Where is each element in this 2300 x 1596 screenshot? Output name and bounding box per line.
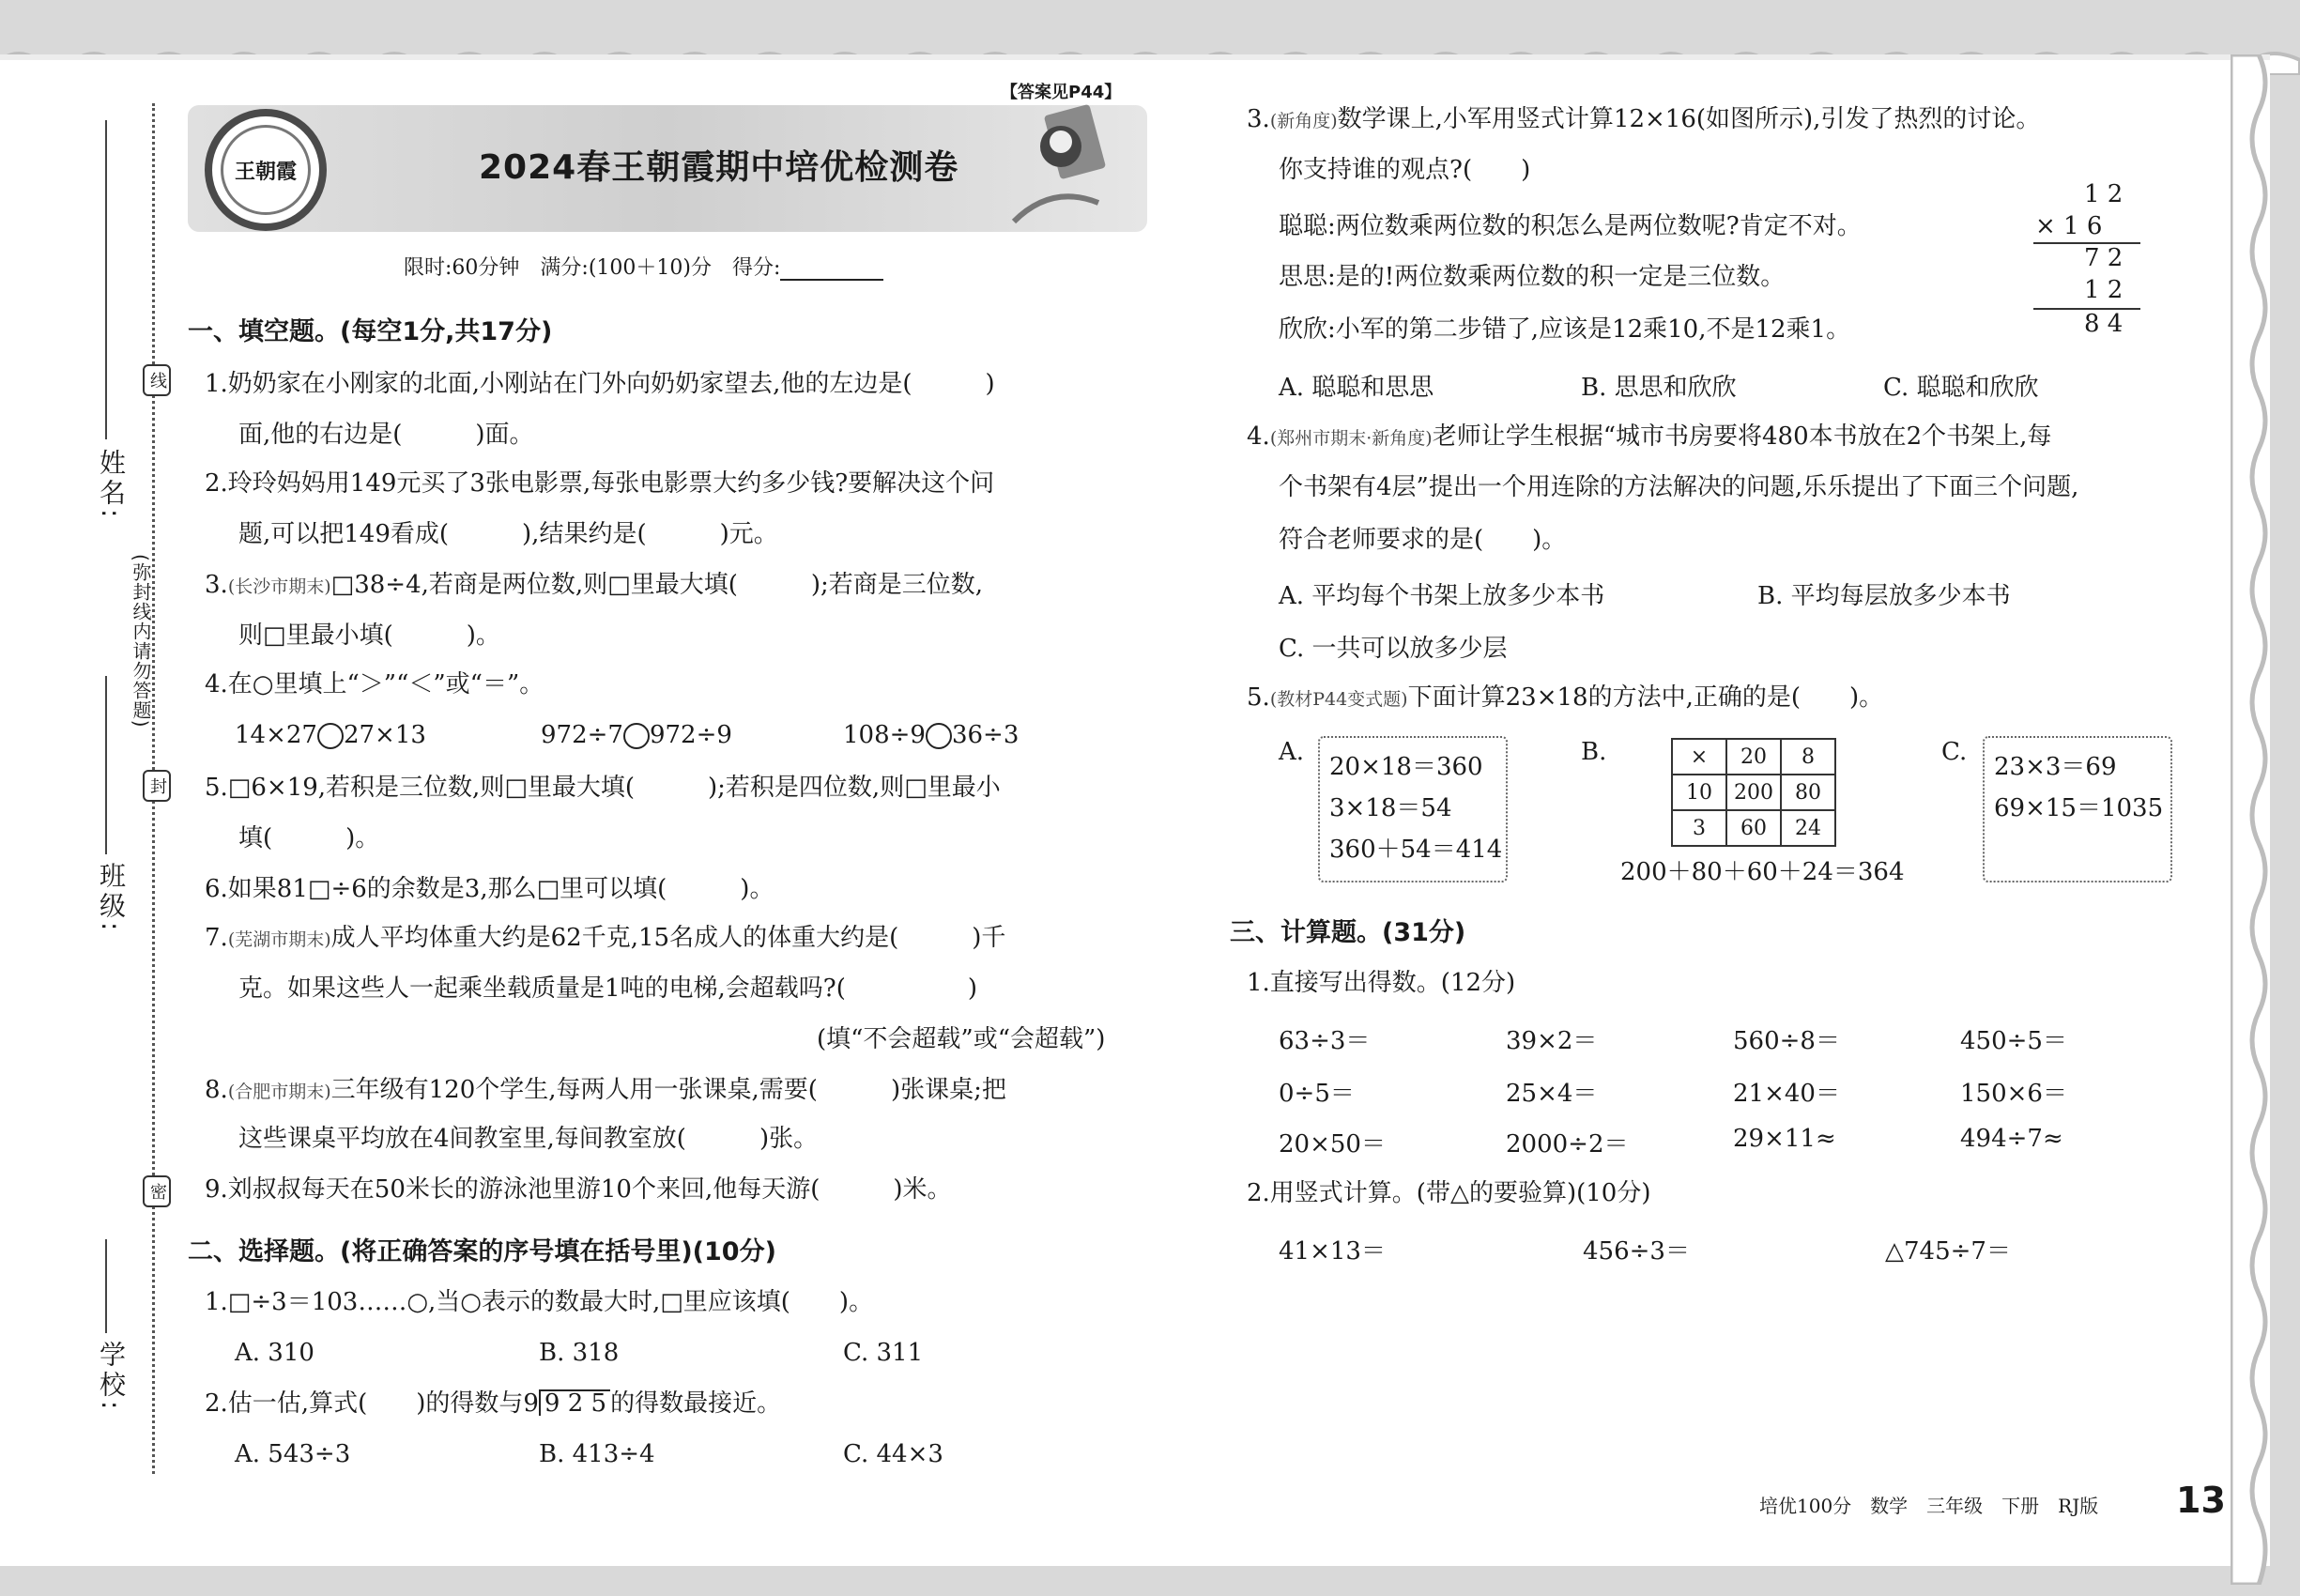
compare-circle [623, 723, 650, 749]
choice-q5-line1 [1247, 685, 1883, 710]
method-c-box [1983, 736, 2172, 882]
method-c-line-1: 23×3＝69 [1994, 753, 2117, 781]
vertical-row-2: × 1 6 [2035, 212, 2103, 240]
method-a-line-1: 20×18＝360 [1329, 753, 1483, 781]
school-blank-line [105, 1239, 107, 1333]
fill-q8-line1 [205, 1078, 1006, 1102]
vertical-row-5: 8 4 [2084, 310, 2124, 338]
choice-q3-option-a: A. 聪聪和思思 [1279, 374, 1434, 402]
choice-q4-option-a: A. 平均每个书架上放多少本书 [1279, 582, 1605, 610]
page-number: 13 [2176, 1480, 2226, 1521]
choice-q4-text: 老师让学生根据“城市书房要将480本书放在2个书架上,每 [1432, 422, 2052, 451]
vertical-row-3: 7 2 [2084, 244, 2124, 272]
grid-cell: 3 [1672, 810, 1726, 846]
long-division-radical: 9 2 5 [539, 1389, 610, 1416]
fill-q7-line2: 克。如果这些人一起乘坐载质量是1吨的电梯,会超载吗?( ) [238, 974, 978, 1003]
choice-q1-option-b: B. 318 [539, 1339, 620, 1367]
class-blank-line [105, 676, 107, 854]
choice-q4-source: (郑州市期末·新角度) [1269, 428, 1433, 449]
choice-q3-number: 3. [1247, 105, 1270, 133]
compare-circle [926, 723, 952, 749]
fill-q7-source: (芜湖市期末) [227, 929, 331, 950]
choice-q5-source: (教材P44变式题) [1269, 689, 1408, 710]
grid-cell: 24 [1781, 810, 1835, 846]
compare-3 [843, 723, 1019, 749]
fill-q8-source: (合肥市期末) [227, 1082, 331, 1102]
statement-xinxin: 欣欣:小军的第二步错了,应该是12乘10,不是12乘1。 [1279, 315, 1851, 344]
method-a-line-3: 360＋54＝414 [1329, 836, 1503, 864]
fill-q1-line2: 面,他的右边是( )面。 [238, 421, 534, 449]
method-b-sum: 200＋80＋60＋24＝364 [1620, 858, 1905, 886]
choice-q2-text-a: 2.估一估,算式( )的得数与9 [205, 1389, 539, 1418]
calc-item: 63÷3＝ [1279, 1027, 1371, 1055]
seal-mark-line: 线 [143, 364, 171, 396]
choice-q1-option-a: A. 310 [235, 1339, 314, 1367]
grid-cell: 10 [1672, 775, 1726, 810]
statement-congcong: 聪聪:两位数乘两位数的积怎么是两位数呢?肯定不对。 [1279, 212, 1862, 240]
wavy-right-edge [2231, 54, 2300, 1585]
exam-page [0, 54, 2270, 1566]
choice-q2-text-b: 的得数最接近。 [610, 1389, 782, 1418]
choice-q1-option-c: C. 311 [843, 1339, 924, 1367]
fill-q2-line2: 题,可以把149看成( ),结果约是( )元。 [238, 520, 778, 548]
choice-q3-source: (新角度) [1269, 111, 1338, 131]
choice-q4-line2: 个书架有4层”提出一个用连除的方法解决的问题,乐乐提出了下面三个问题, [1279, 473, 2079, 501]
fill-q3-line2: 则□里最小填( )。 [238, 622, 500, 650]
compare-1-left: 14×27 [235, 721, 317, 749]
calc-item: 29×11≈ [1733, 1125, 1836, 1153]
answer-reference: 【答案见P44】 [997, 79, 1125, 103]
section-choice-title: 二、选择题。(将正确答案的序号填在括号里)(10分) [188, 1237, 776, 1266]
seal-mark-seal: 封 [143, 770, 171, 802]
calc-item: 20×50＝ [1279, 1130, 1386, 1159]
choice-q2-option-a: A. 543÷3 [235, 1440, 351, 1468]
choice-q4-line3: 符合老师要求的是( )。 [1279, 526, 1567, 554]
publisher-logo [205, 109, 327, 231]
score-blank [780, 260, 883, 281]
exam-meta [404, 252, 883, 281]
compare-3-right: 36÷3 [951, 721, 1020, 749]
fill-q7-line1 [205, 926, 1005, 950]
choice-q3-line1 [1247, 107, 2040, 131]
fill-q3-source: (长沙市期末) [227, 576, 331, 597]
calc-item: 21×40＝ [1733, 1080, 1840, 1108]
school-label: 学校: [96, 1341, 127, 1414]
seal-mark-tight: 密 [143, 1175, 171, 1207]
grid-cell: 60 [1726, 810, 1781, 846]
choice-q3-text: 数学课上,小军用竖式计算12×16(如图所示),引发了热烈的讨论。 [1337, 105, 2041, 133]
grid-cell: 8 [1781, 739, 1835, 775]
choice-q4-line1 [1247, 424, 2051, 449]
name-label: 姓名: [96, 449, 127, 522]
choice-q5-label-a: A. [1279, 738, 1305, 766]
calc-q2-title: 2.用竖式计算。(带△的要验算)(10分) [1247, 1179, 1651, 1207]
compare-1-right: 27×13 [343, 721, 426, 749]
calc-vertical-item: 41×13＝ [1279, 1237, 1386, 1266]
fill-q5-line1: 5.□6×19,若积是三位数,则□里最大填( );若积是四位数,则□里最小 [205, 774, 1001, 802]
fill-q3-number: 3. [205, 571, 228, 599]
compare-circle [317, 723, 344, 749]
fill-q4: 4.在○里填上“＞”“＜”或“＝”。 [205, 670, 544, 698]
fill-q8-number: 8. [205, 1076, 228, 1104]
method-b-grid [1671, 738, 1836, 847]
name-blank-line [105, 120, 107, 439]
choice-q4-number: 4. [1247, 422, 1270, 451]
choice-q4-option-b: B. 平均每层放多少本书 [1757, 582, 2011, 610]
fill-q5-line2: 填( )。 [238, 824, 380, 852]
choice-q5-label-b: B. [1581, 738, 1607, 766]
choice-q2-option-c: C. 44×3 [843, 1440, 943, 1468]
compare-2-left: 972÷7 [541, 721, 623, 749]
compare-2 [541, 723, 732, 749]
choice-q5-number: 5. [1247, 683, 1270, 712]
mascot-illustration [995, 90, 1136, 231]
compare-2-right: 972÷9 [649, 721, 732, 749]
choice-q3-line2: 你支持谁的观点?( ) [1279, 156, 1531, 184]
choice-q5-label-c: C. [1941, 738, 1968, 766]
calc-item: 25×4＝ [1506, 1080, 1598, 1108]
fill-q7-number: 7. [205, 924, 228, 952]
method-a-box [1318, 736, 1508, 882]
grid-cell: 200 [1726, 775, 1781, 810]
seal-notice: (弥封线内请勿答题) [130, 554, 152, 729]
section-calc-title: 三、计算题。(31分) [1230, 918, 1466, 947]
exam-meta-text: 限时:60分钟 满分:(100＋10)分 得分: [404, 256, 781, 280]
choice-q1: 1.□÷3＝103……○,当○表示的数最大时,□里应该填( )。 [205, 1288, 874, 1316]
calc-item: 2000÷2＝ [1506, 1130, 1629, 1159]
grid-cell: × [1672, 739, 1726, 775]
vertical-row-4: 1 2 [2084, 276, 2124, 304]
choice-q4-option-c: C. 一共可以放多少层 [1279, 635, 1508, 663]
calc-item: 494÷7≈ [1960, 1125, 2063, 1153]
choice-q5-text: 下面计算23×18的方法中,正确的是( )。 [1407, 683, 1884, 712]
fill-q3-text: □38÷4,若商是两位数,则□里最大填( );若商是三位数, [330, 571, 984, 599]
fill-q8-text: 三年级有120个学生,每两人用一张课桌,需要( )张课桌;把 [330, 1076, 1006, 1104]
grid-cell: 80 [1781, 775, 1835, 810]
footer-series: 培优100分 数学 三年级 下册 RJ版 [1759, 1495, 2099, 1517]
calc-vertical-item: △745÷7＝ [1885, 1237, 2011, 1266]
fill-q9: 9.刘叔叔每天在50米长的游泳池里游10个来回,他每天游( )米。 [205, 1175, 952, 1204]
fill-q7-text: 成人平均体重大约是62千克,15名成人的体重大约是( )千 [330, 924, 1006, 952]
calc-item: 150×6＝ [1960, 1080, 2067, 1108]
choice-q3-option-b: B. 思思和欣欣 [1581, 374, 1737, 402]
grid-cell: 20 [1726, 739, 1781, 775]
vertical-row-1: 1 2 [2084, 180, 2124, 208]
fill-q7-hint: (填“不会超载”或“会超载”) [817, 1025, 1106, 1053]
calc-item: 450÷5＝ [1960, 1027, 2067, 1055]
choice-q2-option-b: B. 413÷4 [539, 1440, 655, 1468]
calc-item: 39×2＝ [1506, 1027, 1598, 1055]
fill-q8-line2: 这些课桌平均放在4间教室里,每间教室放( )张。 [238, 1125, 819, 1153]
compare-1 [235, 723, 426, 749]
method-c-line-2: 69×15＝1035 [1994, 794, 2164, 822]
fill-q1-line1: 1.奶奶家在小刚家的北面,小刚站在门外向奶奶家望去,他的左边是( ) [205, 370, 995, 398]
class-label: 班级: [96, 862, 127, 935]
page-title: 2024春王朝霞期中培优检测卷 [479, 148, 959, 187]
logo-text: 王朝霞 [221, 125, 311, 215]
statement-sisi: 思思:是的!两位数乘两位数的积一定是三位数。 [1279, 263, 1786, 291]
calc-item: 560÷8＝ [1733, 1027, 1840, 1055]
method-a-line-2: 3×18＝54 [1329, 794, 1452, 822]
calc-item: 0÷5＝ [1279, 1080, 1355, 1108]
choice-q2 [205, 1389, 781, 1416]
calc-vertical-item: 456÷3＝ [1583, 1237, 1690, 1266]
compare-3-left: 108÷9 [843, 721, 926, 749]
fill-q3-line1 [205, 573, 983, 597]
section-fill-title: 一、填空题。(每空1分,共17分) [188, 317, 553, 346]
calc-q1-title: 1.直接写出得数。(12分) [1247, 969, 1516, 997]
fill-q2-line1: 2.玲玲妈妈用149元买了3张电影票,每张电影票大约多少钱?要解决这个问 [205, 469, 995, 498]
choice-q3-option-c: C. 聪聪和欣欣 [1883, 374, 2039, 402]
fill-q6: 6.如果81□÷6的余数是3,那么□里可以填( )。 [205, 875, 774, 903]
